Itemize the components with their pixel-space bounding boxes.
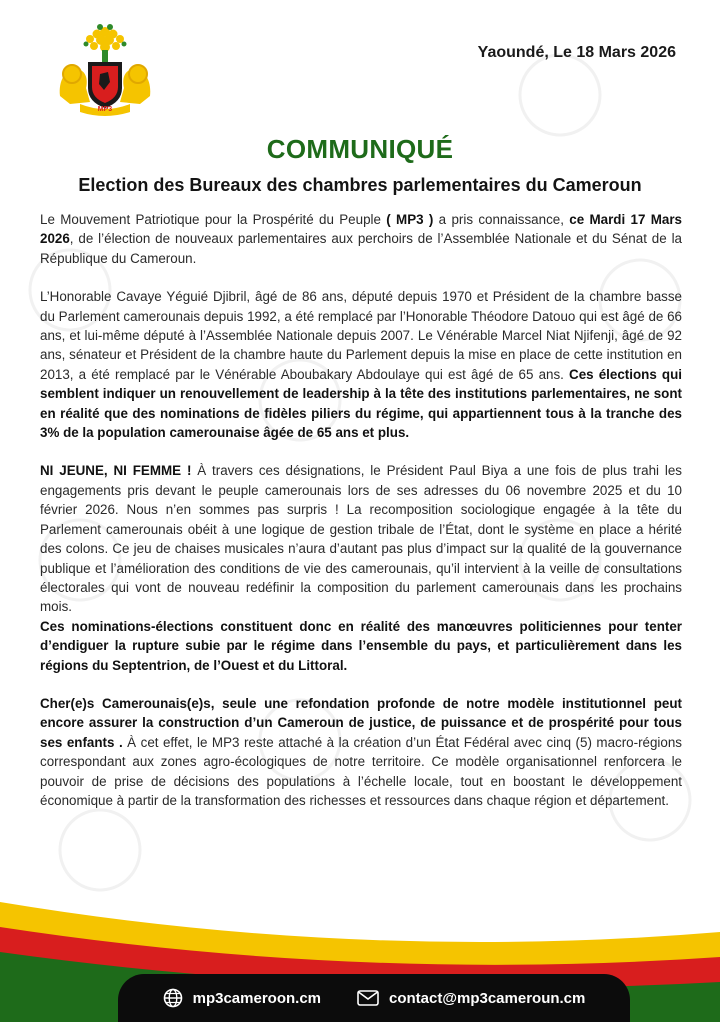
paragraph-2: L’Honorable Cavaye Yéguié Djibril, âgé de 86 ans, député depuis 1970 et Président de la chambre basse du Parlement camerounais depuis 1992, a été remplacé par l’Honorable Théodore Datouo qui est âgé de 66 ans, et lui-même député à l’Assemblée Nationale depuis 2007. Le Vénérable Marcel Niat Njifenji, âgé de 92 ans, sénateur et Président de la chambre haute du Parlement depuis la mise en place de cette institution en 2013, a été remplacé par le Vénérable Aboubakary Abdoulaye qui est âgé de 65 ans. Ces élections qui semblent indiquer un renouvellement de leadership à la tête des institutions parlementaires, ne sont en réalité que des nominations de fidèles piliers du régime, qui appartiennent tous à la tranche des 3% de la population camerounaise âgée de 65 ans et plus. <box>40 289 683 441</box>
mp3-party-logo <box>50 18 160 118</box>
footer-email[interactable] <box>357 990 585 1007</box>
document-subtitle: Election des Bureaux des chambres parlementaires du Cameroun <box>78 175 642 195</box>
document-date: Yaoundé, Le 18 Mars 2026 <box>477 44 676 61</box>
paragraph-1: Le Mouvement Patriotique pour la Prospérité du Peuple ( MP3 ) a pris connaissance, ce Mardi 17 Mars 2026, de l’élection de nouveaux parlementaires aux perchoirs de l’Assemblée Nationale et du Sénat de la République du Cameroun. <box>40 212 682 266</box>
document-body <box>40 210 682 829</box>
svg-text:MP3: MP3 <box>97 106 113 113</box>
paragraph-3: NI JEUNE, NI FEMME ! À travers ces désignations, le Président Paul Biya a une fois de plus trahi les engagements pris devant le peuple camerounais lors de ses adresses du 06 novembre 2025 et du 10 février 2026. Nous n’en sommes pas surpris ! La recomposition sociologique engagée à la tête du Parlement camerounais obéit à une logique de gestion tribale de l’État, dont le système en place a hérité des colons. Ce jeu de chaises musicales n’aura d’autant pas plus d’impact sur la qualité de la gouvernance publique et l’amélioration des conditions de vie des camerounais, qu’il intervient à la veille de consultations électorales qui vont de nouveau redéfinir la composition du parlement camerounais dans les prochains mois. <box>40 463 682 615</box>
footer-website[interactable] <box>163 988 321 1008</box>
paragraph-5: Cher(e)s Camerounais(e)s, seule une refondation profonde de notre modèle institutionnel peut encore assurer la construction d’un Cameroun de justice, de puissance et de prospérité pour tous ses enfants . À cet effet, le MP3 reste attaché à la création d’un État Fédéral avec cinq (5) macro-régions correspondant aux zones agro-écologiques de notre territoire. Ce modèle organisationnel renforcera le pouvoir de prise de décisions des populations à l’échelle locale, tout en boostant le développement économique à partir de la transformation des richesses et ressources dans chaque région et département. <box>40 695 682 808</box>
mail-icon <box>357 990 379 1006</box>
paragraph-4: Ces nominations-élections constituent donc en réalité des manœuvres politiciennes pour tenter d’endiguer la rupture subie par le régime dans l’ensemble du pays, et particulièrement dans les régions du Septentrion, de l’Ouest et du Littoral. <box>40 618 682 673</box>
footer-contact-bar <box>118 974 630 1022</box>
website-text[interactable]: mp3cameroon.cm <box>192 989 322 1007</box>
globe-icon <box>163 988 183 1008</box>
email-text[interactable]: contact@mp3cameroun.cm <box>389 989 586 1007</box>
document-title: COMMUNIQUÉ <box>266 134 454 164</box>
